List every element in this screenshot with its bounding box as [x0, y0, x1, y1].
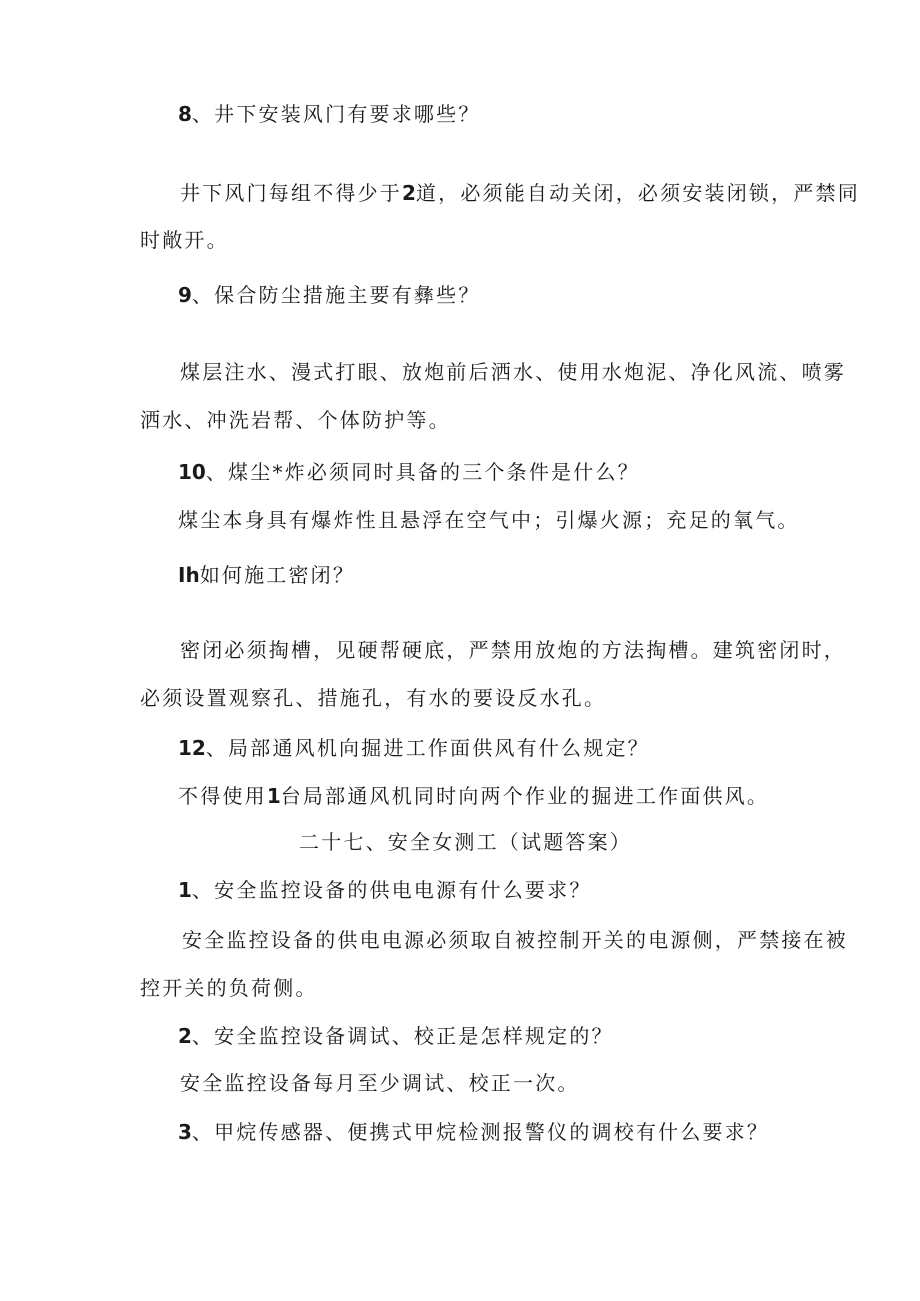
question-text: 如何施工密闭？	[199, 563, 356, 587]
question-number: 9	[178, 283, 192, 307]
question-text: 、保合防尘措施主要有彝些？	[191, 283, 481, 307]
answer-8-line-2: 时敞开。	[140, 228, 229, 252]
question-text: 、井下安装风门有要求哪些？	[191, 102, 481, 126]
answer-9-line-2: 洒水、冲洗岩帮、个体防护等。	[140, 408, 451, 432]
question-s2	[178, 1026, 614, 1046]
question-text: 、甲烷传感器、便携式甲烷检测报警仪的调校有什么要求？	[191, 1120, 770, 1144]
answer-text: 台局部通风机同时向两个作业的掘进工作面供风。	[280, 784, 770, 808]
question-number: 12	[178, 736, 206, 760]
answer-number: 2	[402, 181, 416, 205]
question-s1	[178, 880, 592, 900]
answer-8-line-1	[180, 183, 860, 203]
question-number: 2	[178, 1024, 192, 1048]
question-9	[178, 285, 481, 305]
question-12	[178, 738, 650, 758]
answer-text: 道，必须能自动关闭，必须安装闭锁，严禁同	[415, 181, 860, 205]
section-heading: 二十七、安全女测工（试题答案）	[299, 830, 632, 854]
question-number: 1	[178, 878, 192, 902]
question-s3	[178, 1122, 769, 1142]
question-8	[178, 104, 481, 124]
question-number: 10	[178, 460, 206, 484]
answer-10: 煤尘本身具有爆炸性且悬浮在空气中；引爆火源；充足的氧气。	[178, 508, 800, 532]
question-text: 、安全监控设备调试、校正是怎样规定的？	[191, 1024, 614, 1048]
question-number: 3	[178, 1120, 192, 1144]
answer-s1-line-1: 安全监控设备的供电电源必须取自被控制开关的电源侧，严禁接在被	[182, 928, 848, 952]
answer-12	[178, 786, 769, 806]
answer-9-line-1: 煤层注水、漫式打眼、放炮前后洒水、使用水炮泥、净化风流、喷雾	[180, 360, 846, 384]
question-text: 、安全监控设备的供电电源有什么要求？	[191, 878, 592, 902]
answer-s2: 安全监控设备每月至少调试、校正一次。	[180, 1071, 580, 1095]
answer-text: 井下风门每组不得少于	[180, 181, 402, 205]
answer-text: 不得使用	[178, 784, 267, 808]
answer-11-line-2: 必须设置观察孔、措施孔，有水的要设反水孔。	[140, 686, 607, 710]
question-number: Ih	[178, 563, 200, 587]
question-10	[178, 462, 640, 482]
question-text: 、局部通风机向掘进工作面供风有什么规定？	[205, 736, 650, 760]
answer-11-line-1: 密闭必须掏槽，见硬帮硬底，严禁用放炮的方法掏槽。建筑密闭时，	[180, 638, 846, 662]
answer-s1-line-2: 控开关的负荷侧。	[140, 976, 318, 1000]
answer-number: 1	[266, 784, 281, 808]
question-number: 8	[178, 102, 192, 126]
question-text: 、煤尘*炸必须同时具备的三个条件是什么？	[205, 460, 640, 484]
question-11	[178, 565, 355, 585]
